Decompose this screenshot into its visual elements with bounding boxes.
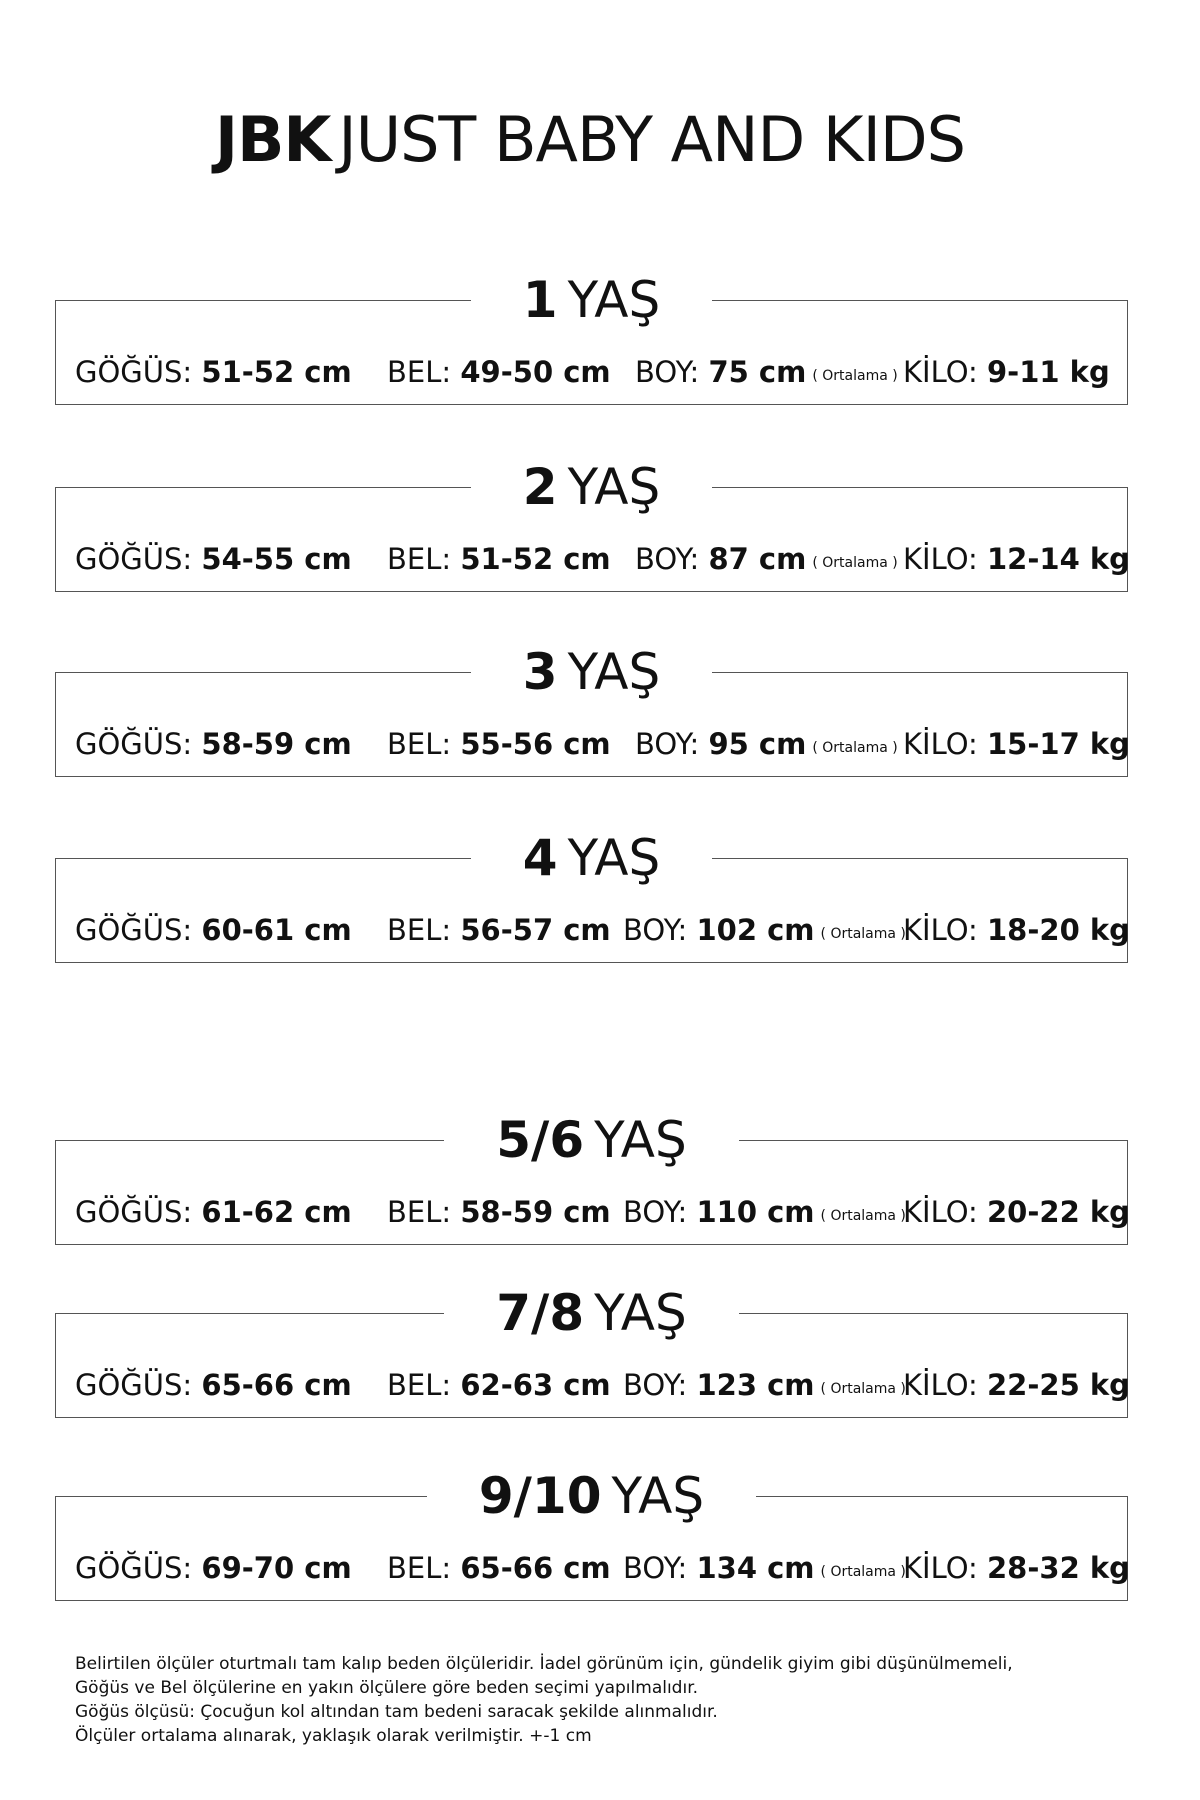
brand-subtitle: JUST BABY AND KIDS	[338, 103, 965, 176]
age-unit: YAŞ	[567, 829, 661, 887]
age-value: 7/8	[496, 1284, 585, 1342]
waist-measure: BEL: 55-56 cm	[387, 727, 611, 761]
waist-measure: BEL: 62-63 cm	[387, 1368, 611, 1402]
footnote-line: Ölçüler ortalama alınarak, yaklaşık olarak verilmiştir. +-1 cm	[75, 1726, 592, 1746]
age-unit: YAŞ	[567, 458, 661, 516]
weight-measure: KİLO: 18-20 kg	[903, 913, 1130, 947]
height-measure: BOY: 110 cm ( Ortalama )	[623, 1195, 906, 1229]
height-measure: BOY: 75 cm ( Ortalama )	[635, 355, 898, 389]
age-value: 1	[522, 271, 558, 329]
age-value: 3	[522, 643, 558, 701]
height-measure: BOY: 123 cm ( Ortalama )	[623, 1368, 906, 1402]
brand-logo-text: JBK	[215, 103, 331, 176]
waist-measure: BEL: 49-50 cm	[387, 355, 611, 389]
size-heading	[55, 632, 1128, 712]
footnote-line: Belirtilen ölçüler oturtmalı tam kalıp beden ölçüleridir. İadel görünüm için, gündelik giyim gibi düşünülmemeli,	[75, 1654, 1013, 1674]
waist-measure: BEL: 65-66 cm	[387, 1551, 611, 1585]
weight-measure: KİLO: 28-32 kg	[903, 1551, 1130, 1585]
size-block-7-8	[55, 1273, 1128, 1433]
footnote-line: Göğüs ve Bel ölçülerine en yakın ölçülere göre beden seçimi yapılmalıdır.	[75, 1678, 699, 1698]
chest-measure: GÖĞÜS: 54-55 cm	[75, 542, 352, 576]
waist-measure: BEL: 58-59 cm	[387, 1195, 611, 1229]
age-value: 5/6	[496, 1111, 585, 1169]
weight-measure: KİLO: 20-22 kg	[903, 1195, 1130, 1229]
size-heading	[55, 447, 1128, 527]
waist-measure: BEL: 56-57 cm	[387, 913, 611, 947]
size-block-2	[55, 447, 1128, 607]
size-heading	[55, 818, 1128, 898]
size-block-9-10	[55, 1456, 1128, 1616]
chest-measure: GÖĞÜS: 51-52 cm	[75, 355, 352, 389]
size-block-3	[55, 632, 1128, 792]
size-heading	[55, 1100, 1128, 1180]
size-heading	[55, 1456, 1128, 1536]
height-measure: BOY: 87 cm ( Ortalama )	[635, 542, 898, 576]
age-value: 9/10	[478, 1467, 602, 1525]
weight-measure: KİLO: 15-17 kg	[903, 727, 1130, 761]
age-value: 2	[522, 458, 558, 516]
chest-measure: GÖĞÜS: 69-70 cm	[75, 1551, 352, 1585]
size-block-5-6	[55, 1100, 1128, 1260]
weight-measure: KİLO: 22-25 kg	[903, 1368, 1130, 1402]
size-block-4	[55, 818, 1128, 978]
waist-measure: BEL: 51-52 cm	[387, 542, 611, 576]
footnote-line: Göğüs ölçüsü: Çocuğun kol altından tam bedeni saracak şekilde alınmalıdır.	[75, 1702, 718, 1722]
weight-measure: KİLO: 12-14 kg	[903, 542, 1130, 576]
age-unit: YAŞ	[594, 1111, 687, 1169]
footnotes	[75, 1652, 1155, 1748]
age-unit: YAŞ	[567, 271, 661, 329]
chest-measure: GÖĞÜS: 65-66 cm	[75, 1368, 352, 1402]
age-unit: YAŞ	[594, 1284, 687, 1342]
age-unit: YAŞ	[567, 643, 661, 701]
height-measure: BOY: 134 cm ( Ortalama )	[623, 1551, 906, 1585]
size-block-1	[55, 260, 1128, 420]
weight-measure: KİLO: 9-11 kg	[903, 355, 1110, 389]
age-value: 4	[522, 829, 558, 887]
size-heading	[55, 260, 1128, 340]
size-heading	[55, 1273, 1128, 1353]
age-unit: YAŞ	[611, 1467, 705, 1525]
chest-measure: GÖĞÜS: 60-61 cm	[75, 913, 352, 947]
height-measure: BOY: 95 cm ( Ortalama )	[635, 727, 898, 761]
chest-measure: GÖĞÜS: 58-59 cm	[75, 727, 352, 761]
height-measure: BOY: 102 cm ( Ortalama )	[623, 913, 906, 947]
page-title	[0, 100, 1180, 180]
chest-measure: GÖĞÜS: 61-62 cm	[75, 1195, 352, 1229]
